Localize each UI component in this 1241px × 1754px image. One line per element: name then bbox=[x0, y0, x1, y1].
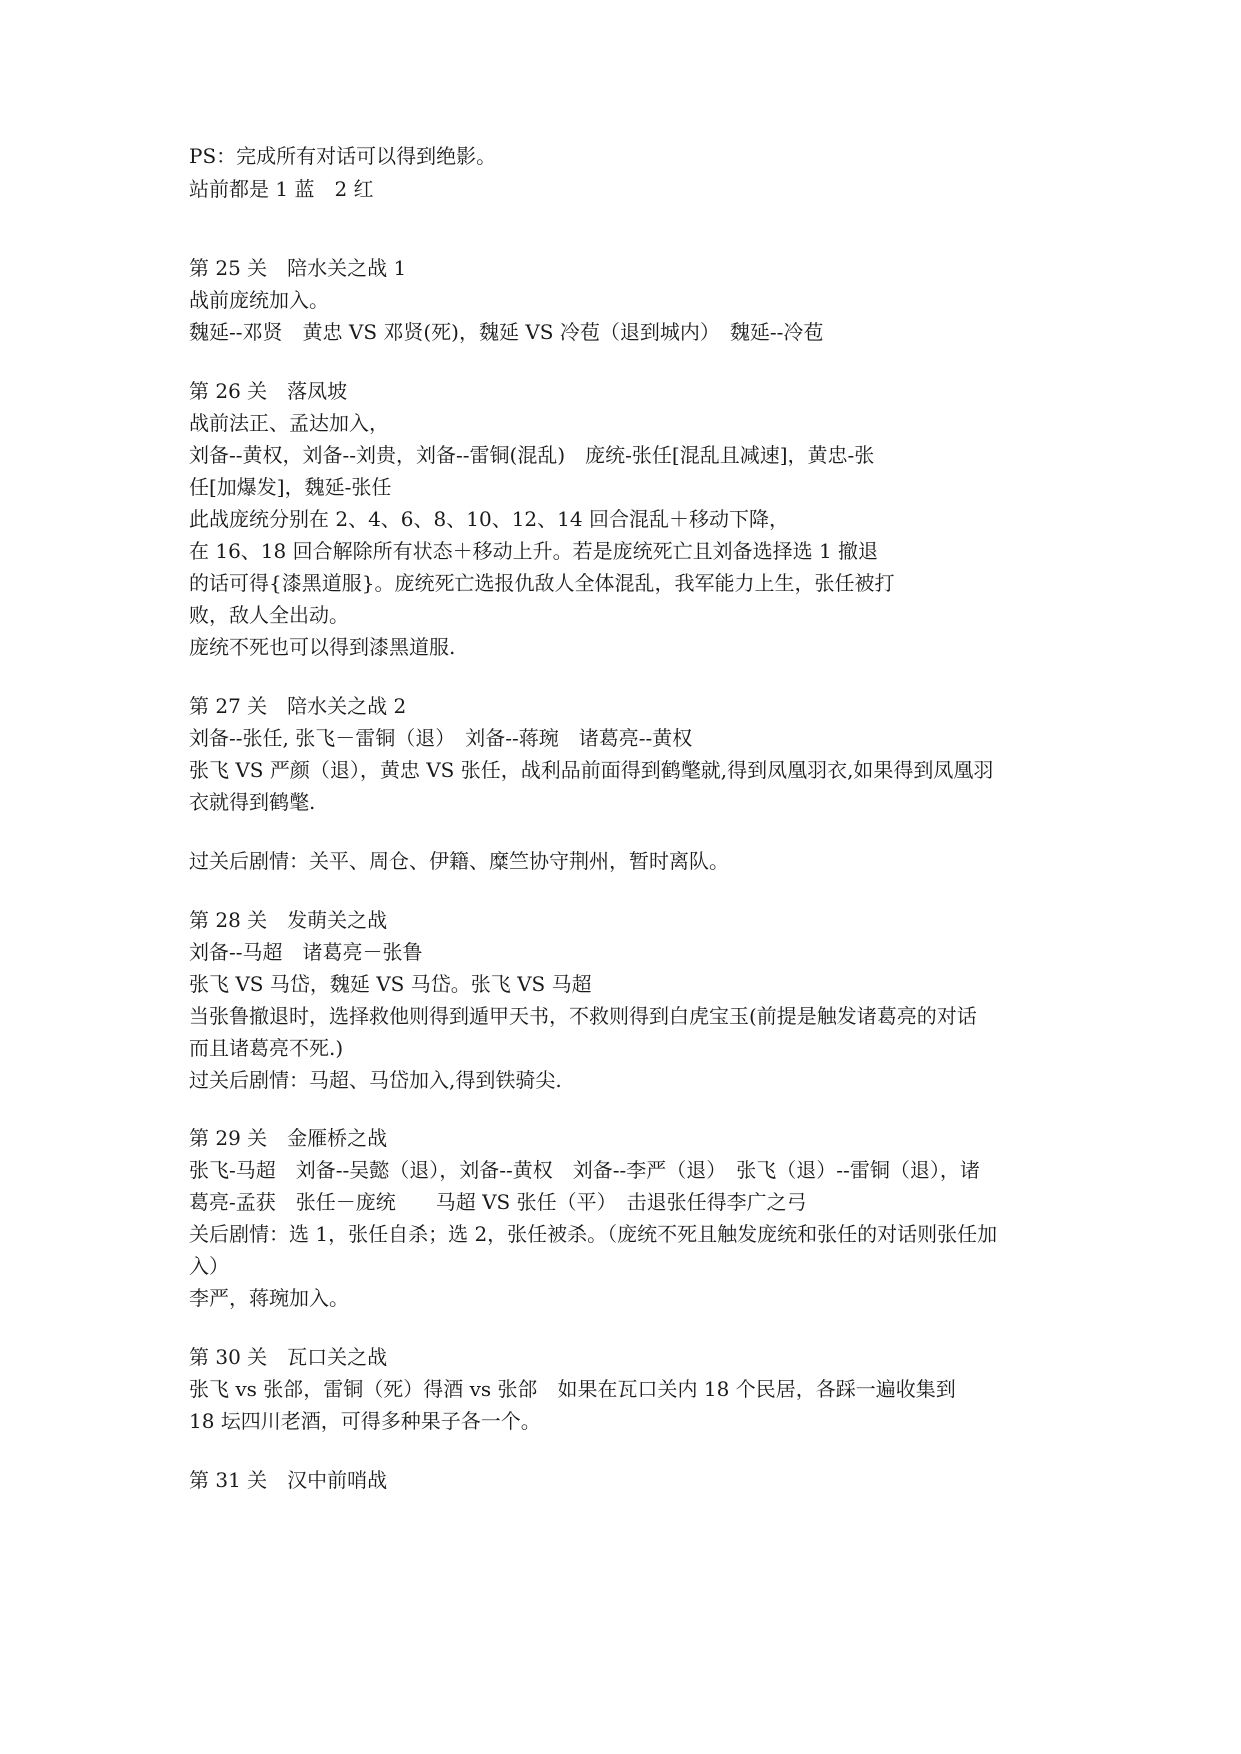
text-line: 败，敌人全出动。 bbox=[189, 603, 349, 627]
text-line: 魏延--邓贤 黄忠 VS 邓贤(死)，魏延 VS 冷苞（退到城内） 魏延--冷苞 bbox=[189, 320, 824, 344]
text-line: 当张鲁撤退时，选择救他则得到遁甲天书，不救则得到白虎宝玉(前提是触发诸葛亮的对话 bbox=[189, 1004, 977, 1028]
text-line: 张飞-马超 刘备--吴懿（退），刘备--黄权 刘备--李严（退） 张飞（退）--雷铜（退），诸 bbox=[189, 1158, 980, 1182]
text-line: 此战庞统分别在 2、4、6、8、10、12、14 回合混乱＋移动下降， bbox=[189, 507, 789, 531]
text-line: 关后剧情：选 1，张任自杀；选 2，张任被杀。（庞统不死且触发庞统和张任的对话则张任加 bbox=[189, 1222, 998, 1246]
text-line: 张飞 VS 马岱，魏延 VS 马岱。张飞 VS 马超 bbox=[189, 972, 592, 996]
text-line: 过关后剧情：关平、周仓、伊籍、糜竺协守荆州，暂时离队。 bbox=[189, 849, 729, 873]
text-line: 李严，蒋琬加入。 bbox=[189, 1286, 349, 1310]
section-heading: 第 28 关 发萌关之战 bbox=[189, 908, 388, 932]
section-heading: 第 27 关 陪水关之战 2 bbox=[189, 694, 407, 718]
text-line: 战前法正、孟达加入， bbox=[189, 411, 389, 435]
section-heading: 第 29 关 金雁桥之战 bbox=[189, 1126, 388, 1150]
text-line: 张飞 vs 张郃，雷铜（死）得酒 vs 张郃 如果在瓦口关内 18 个民居，各踩一遍收集到 bbox=[189, 1377, 956, 1401]
text-line: 刘备--马超 诸葛亮－张鲁 bbox=[189, 940, 423, 964]
section-heading: 第 25 关 陪水关之战 1 bbox=[189, 256, 407, 280]
text-line: 在 16、18 回合解除所有状态＋移动上升。若是庞统死亡且刘备选择选 1 撤退 bbox=[189, 539, 879, 563]
text-line: 18 坛四川老酒，可得多种果子各一个。 bbox=[189, 1409, 541, 1433]
section-heading: 第 30 关 瓦口关之战 bbox=[189, 1345, 388, 1369]
text-line: 的话可得{漆黑道服}。庞统死亡选报仇敌人全体混乱，我军能力上生，张任被打 bbox=[189, 571, 895, 595]
section-heading: 第 31 关 汉中前哨战 bbox=[189, 1468, 388, 1492]
section-heading: 第 26 关 落凤坡 bbox=[189, 379, 348, 403]
text-line: 任[加爆发]，魏延-张任 bbox=[189, 475, 392, 499]
text-line: 刘备--张任, 张飞－雷铜（退） 刘备--蒋琬 诸葛亮--黄权 bbox=[189, 726, 693, 750]
text-line: 过关后剧情：马超、马岱加入,得到铁骑尖. bbox=[189, 1068, 562, 1092]
text-line: 入） bbox=[189, 1254, 229, 1278]
text-line: 葛亮-孟获 张任－庞统 马超 VS 张任（平） 击退张任得李广之弓 bbox=[189, 1190, 807, 1214]
text-line: 战前庞统加入。 bbox=[189, 288, 329, 312]
text-line: 刘备--黄权，刘备--刘贵，刘备--雷铜(混乱) 庞统-张任[混乱且减速]，黄忠-张 bbox=[189, 443, 875, 467]
text-line: 而且诸葛亮不死.) bbox=[189, 1036, 344, 1060]
text-line: 张飞 VS 严颜（退），黄忠 VS 张任，战利品前面得到鹤氅就,得到凤凰羽衣,如果得到凤凰羽 bbox=[189, 758, 994, 782]
text-line: 站前都是 1 蓝 2 红 bbox=[189, 177, 374, 201]
text-line: PS：完成所有对话可以得到绝影。 bbox=[189, 144, 497, 168]
text-line: 衣就得到鹤氅. bbox=[189, 790, 316, 814]
text-line: 庞统不死也可以得到漆黑道服. bbox=[189, 635, 456, 659]
